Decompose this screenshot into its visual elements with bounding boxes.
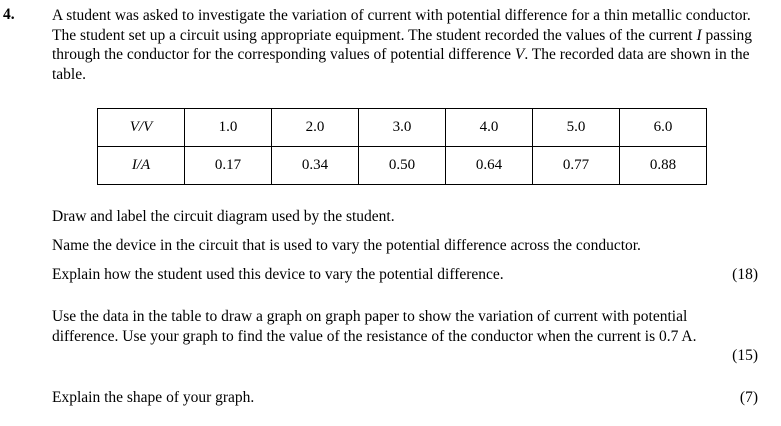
intro-text-3: . The recorded data are shown in the table. [52,46,750,83]
question-number: 4. [3,6,15,23]
question-intro [52,6,772,84]
voltage-cell: 4.0 [446,109,533,147]
task-name-device: Name the device in the circuit that is used to vary the potential difference across the conductor. [52,237,641,254]
current-cell: 0.34 [272,147,359,185]
marks-label-7: (7) [739,389,758,406]
marks-label-18: (18) [732,266,758,283]
voltage-cell: 6.0 [620,109,707,147]
current-cell: 0.50 [359,147,446,185]
voltage-cell: 1.0 [185,109,272,147]
table-row-voltage [98,109,707,147]
task-explain-shape: Explain the shape of your graph. [52,389,255,406]
voltage-header-cell: V/V [98,109,185,147]
marks-label-15: (15) [732,347,758,364]
table-row-current [98,147,707,185]
voltage-cell: 5.0 [533,109,620,147]
task-explain-device: Explain how the student used this device to vary the potential difference. [52,266,504,283]
current-cell: 0.77 [533,147,620,185]
voltage-cell: 3.0 [359,109,446,147]
task-draw-circuit: Draw and label the circuit diagram used by the student. [52,208,395,225]
current-cell: 0.64 [446,147,533,185]
intro-symbol-current: I [696,26,702,44]
intro-symbol-voltage: V [514,46,525,63]
intro-text-2: passing through the conductor for the corresponding values of potential difference [52,26,753,63]
intro-text-1: A student was asked to investigate the variation of current with potential difference for a thin metallic conductor. The student set up a circuit using appropriate equipment. The student recorded the values of the current [52,7,751,44]
current-cell: 0.88 [620,147,707,185]
current-cell: 0.17 [185,147,272,185]
voltage-cell: 2.0 [272,109,359,147]
task-graph: Use the data in the table to draw a graph on graph paper to show the variation of current with potential difference. Use your graph to find the value of the resistance of the conductor when the current is 0.7 A. [52,308,697,345]
current-header-cell: I/A [98,147,185,185]
data-table [97,108,707,185]
